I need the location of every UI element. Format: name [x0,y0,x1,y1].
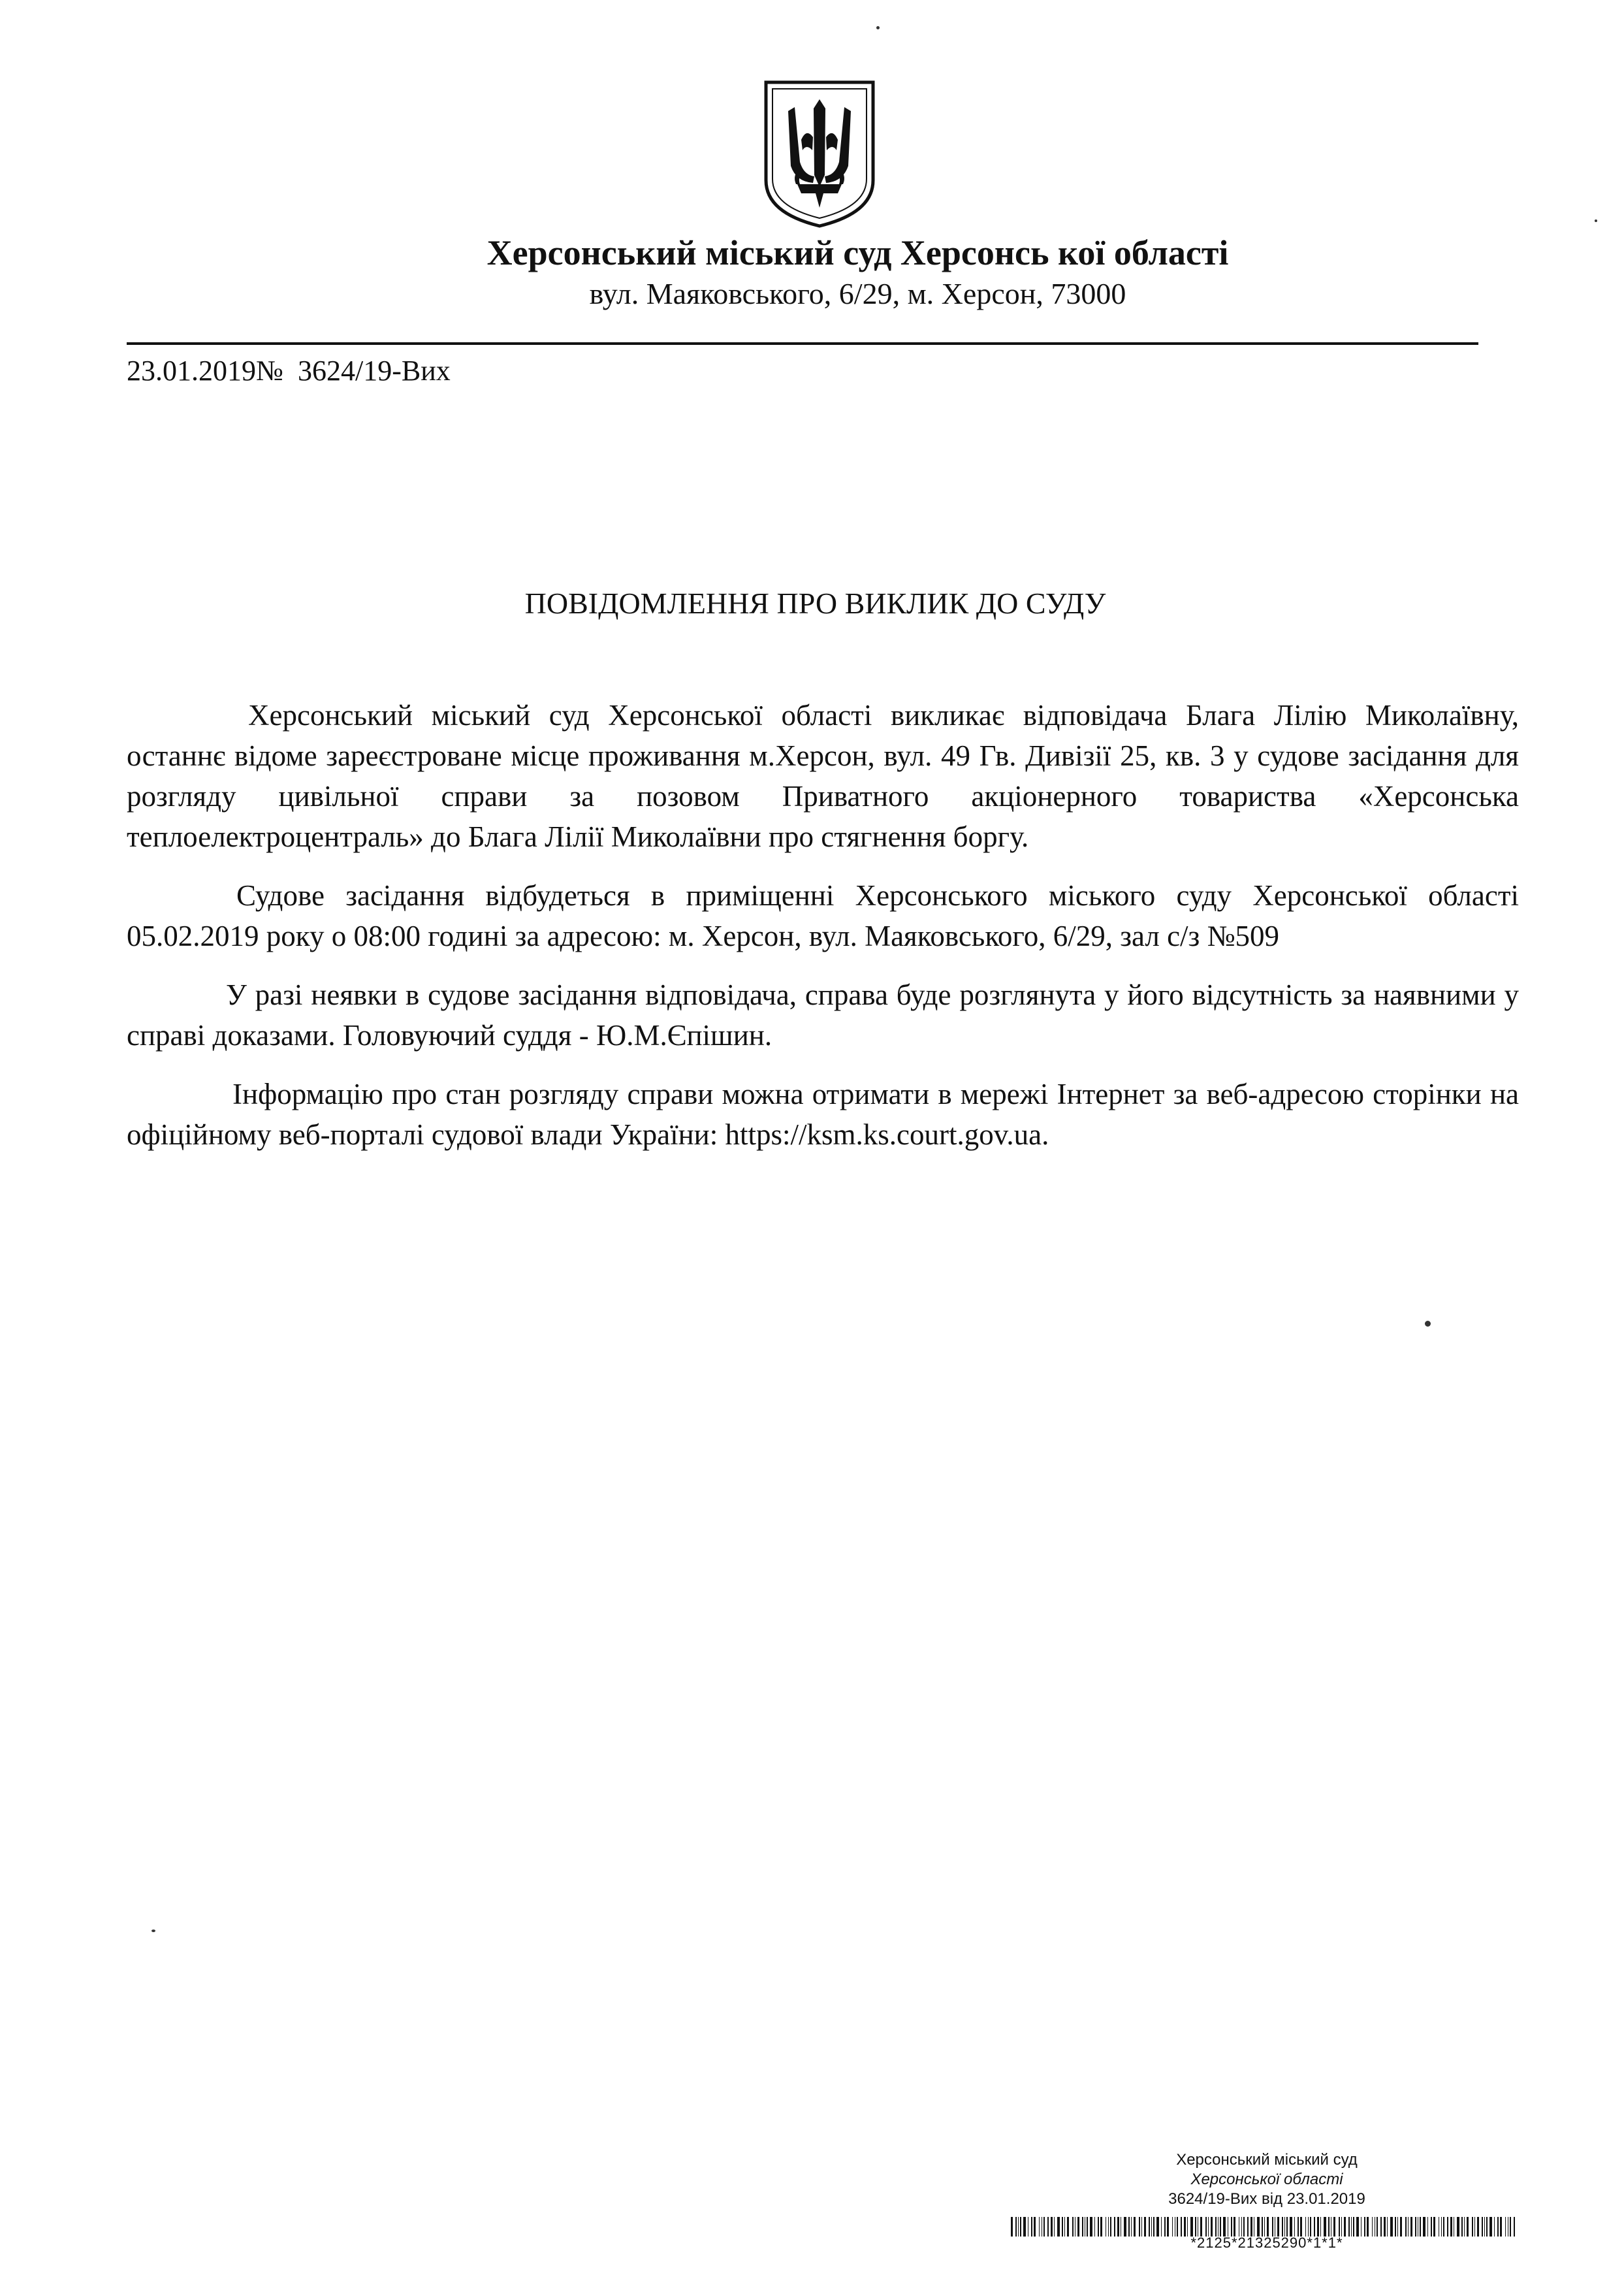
barcode-bar [1514,2217,1515,2237]
barcode-bar [1339,2217,1340,2237]
barcode-bar [1477,2217,1479,2237]
barcode-bar [1457,2217,1459,2237]
barcode-bar [1090,2217,1092,2237]
barcode-bar [1356,2217,1359,2237]
barcode-bar [1284,2217,1285,2237]
barcode-bar [1384,2217,1386,2237]
barcode-bar [1390,2217,1393,2237]
barcode-bar [1020,2217,1021,2237]
barcode-bar [1489,2217,1492,2237]
barcode-bar [1018,2217,1019,2237]
header-divider [127,342,1478,345]
barcode-bar [1043,2217,1045,2237]
barcode-bar [1151,2217,1152,2237]
barcode-bar [1087,2217,1088,2237]
barcode-bar [1211,2217,1213,2237]
barcode-bar [1054,2217,1055,2237]
barcode-bar [1164,2217,1166,2237]
barcode-bar [1011,2217,1013,2237]
barcode-bar [1110,2217,1111,2237]
barcode-bar [1405,2217,1407,2237]
barcode-bar [1415,2217,1416,2237]
barcode-bar [1072,2217,1074,2237]
barcode-bar [1267,2217,1269,2237]
barcode-bar [1344,2217,1346,2237]
barcode-bar [1328,2217,1329,2237]
barcode-bar [1215,2217,1217,2237]
barcode-bar [1205,2217,1207,2237]
barcode-bar [1128,2217,1130,2237]
barcode-bar [1474,2217,1475,2237]
barcode-bar [1427,2217,1428,2237]
barcode-bar [1272,2217,1273,2237]
barcode-bar [1282,2217,1283,2237]
barcode-bar [1494,2217,1495,2237]
barcode-bar [1447,2217,1448,2237]
barcode-bar [1351,2217,1352,2237]
barcode-bar [1243,2217,1245,2237]
barcode-bar [1139,2217,1140,2237]
barcode-bar [1190,2217,1193,2237]
barcode-bar [1064,2217,1065,2237]
barcode-bar [1333,2217,1335,2237]
barcode-icon [1011,2217,1515,2237]
barcode-bar [1290,2217,1292,2237]
barcode-bar [1484,2217,1485,2237]
barcode-bar [1367,2217,1369,2237]
barcode-bar [1208,2217,1209,2237]
barcode-bar [1298,2217,1299,2237]
barcode-bar [1124,2217,1126,2237]
barcode-bar [1341,2217,1342,2237]
notice-title: ПОВІДОМЛЕННЯ ПРО ВИКЛИК ДО СУДУ [524,587,1106,620]
barcode-bar [1098,2217,1099,2237]
barcode-bar [1377,2217,1378,2237]
barcode-bar [1443,2217,1444,2237]
barcode-bar [1149,2217,1150,2237]
barcode-bar [1372,2217,1373,2237]
barcode-bar [1294,2217,1295,2237]
barcode-bar [1181,2217,1182,2237]
barcode-bar [1195,2217,1196,2237]
stamp-reference: 3624/19-Вих від 23.01.2019 [1168,2190,1365,2208]
barcode-bar [1314,2217,1315,2237]
barcode-bar [1262,2217,1263,2237]
barcode-bar [1134,2217,1136,2237]
court-name: Херсонський міський суд Херсонсь кої області [486,233,1229,272]
barcode-text: *2125*21325290*1*1* [1190,2235,1343,2251]
barcode-bar [1172,2217,1173,2237]
barcode-bar [1220,2217,1221,2237]
barcode-bar [1320,2217,1321,2237]
barcode-bar [1324,2217,1326,2237]
barcode-bar [1067,2217,1069,2237]
barcode-bar [1486,2217,1488,2237]
barcode-bar [1408,2217,1409,2237]
barcode-bar [1308,2217,1309,2237]
barcode-bar [1161,2217,1162,2237]
barcode-bar [1277,2217,1279,2237]
scan-speck [1425,1321,1431,1327]
barcode-bar [1433,2217,1435,2237]
barcode-bar [1167,2217,1169,2237]
barcode-bar [1441,2217,1442,2237]
barcode-bar [1177,2217,1178,2237]
barcode-bar [1482,2217,1483,2237]
barcode-bar [1247,2217,1249,2237]
barcode-bar [1500,2217,1502,2237]
barcode-bar [1431,2217,1432,2237]
barcode-bar [1234,2217,1235,2237]
barcode-bar [1223,2217,1226,2237]
barcode-bar [1031,2217,1032,2237]
scan-speck [151,1930,155,1932]
barcode-bar [1250,2217,1252,2237]
barcode-bar [1410,2217,1412,2237]
barcode-bar [1420,2217,1421,2237]
barcode-bar [1353,2217,1354,2237]
barcode-bar [1387,2217,1388,2237]
barcode-bar [1348,2217,1350,2237]
barcode-bar [1034,2217,1036,2237]
barcode-bar [1100,2217,1102,2237]
barcode-bar [1062,2217,1063,2237]
stamp-court-name: Херсонський міський суд [1176,2151,1358,2169]
barcode-bar [1117,2217,1119,2237]
registration-stamp [1006,2150,1528,2209]
barcode-bar [1305,2217,1306,2237]
barcode-bar [1023,2217,1026,2237]
barcode-bar [1141,2217,1142,2237]
barcode-bar [1497,2217,1499,2237]
barcode-bar [1131,2217,1132,2237]
stamp-region: Херсонської області [1190,2171,1343,2188]
notice-body [127,695,1519,1173]
ukraine-coat-of-arms-icon [761,77,878,229]
barcode-bar [1264,2217,1265,2237]
paragraph-summons: Херсонський міський суд Херсонської області викликає відповідача Блага Лілію Миколаївну, останнє відоме зареєстроване місце проживання м.Херсон, вул. 49 Гв. Дивізії 25, кв. 3 у судове засідання для розгляду цивільної справи за позовом Приватного акціонерного товариства «Херсонська теплоелектроцентраль» до Блага Лілії Миколаївни про стягнення боргу. [127,699,1519,853]
barcode-bar [1464,2217,1465,2237]
barcode-bar [1395,2217,1396,2237]
barcode-bar [1082,2217,1083,2237]
barcode-bar [1450,2217,1452,2237]
barcode-bar [1472,2217,1473,2237]
scan-speck [1595,219,1597,222]
barcode-bar [1094,2217,1095,2237]
barcode-bar [1039,2217,1040,2237]
barcode-bar [1257,2217,1260,2237]
barcode-bar [1317,2217,1319,2237]
barcode-bar [1144,2217,1146,2237]
barcode-bar [1423,2217,1425,2237]
barcode-bar [1467,2217,1469,2237]
barcode-bar [1077,2217,1079,2237]
barcode-bar [1510,2217,1511,2237]
barcode-bar [1505,2217,1506,2237]
scan-speck [876,26,880,29]
barcode-bar [1461,2217,1463,2237]
barcode-bar [1047,2217,1049,2237]
barcode-bar [1300,2217,1302,2237]
barcode-bar [1364,2217,1365,2237]
barcode-bar [1108,2217,1109,2237]
barcode-bar [1184,2217,1186,2237]
barcode-bar [1057,2217,1060,2237]
barcode-bar [1051,2217,1053,2237]
barcode-bar [1397,2217,1398,2237]
barcode-bar [1286,2217,1288,2237]
paragraph-hearing: Судове засідання відбудеться в приміщенні Херсонського міського суду Херсонської області 05.02.2019 року о 08:00 годині за адресою: м. Херсон, вул. Маяковського, 6/29, зал с/з №509 [127,879,1519,952]
barcode-bar [1400,2217,1402,2237]
barcode-bar [1187,2217,1188,2237]
barcode-bar [1200,2217,1202,2237]
paragraph-absence: У разі неявки в судове засідання відповідача, справа буде розглянута у його відсутність за наявними у справі доказами. Головуючий суддя - Ю.М.Єпішин. [127,978,1519,1052]
paragraph-info: Інформацію про стан розгляду справи можна отримати в мережі Інтернет за веб-адресою сторінки на офіційному веб-порталі судової влади України: https://ksm.ks.court.gov.ua. [127,1078,1519,1151]
outgoing-number: 23.01.2019№ 3624/19-Вих [127,355,451,387]
barcode-bar [1015,2217,1017,2237]
barcode-bar [1156,2217,1159,2237]
barcode-bar [1153,2217,1154,2237]
barcode-bar [1310,2217,1311,2237]
court-address: вул. Маяковського, 6/29, м. Херсон, 73000 [589,277,1126,310]
barcode-bar [1380,2217,1382,2237]
barcode-bar [1241,2217,1242,2237]
barcode-bar [1231,2217,1232,2237]
barcode-bar [1114,2217,1115,2237]
